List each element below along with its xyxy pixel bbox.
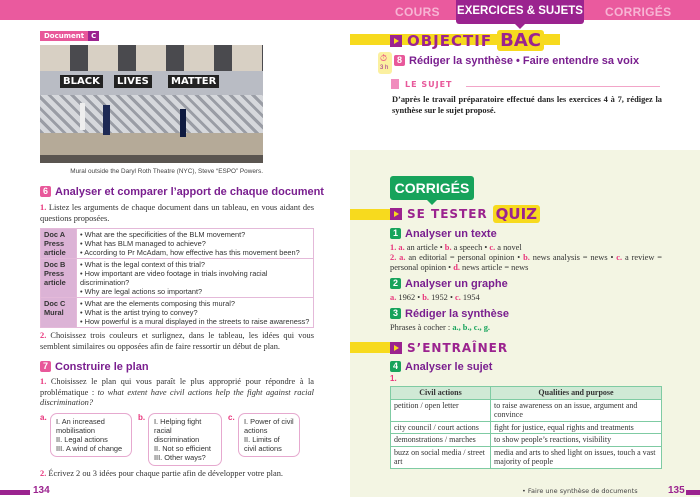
document-icon xyxy=(391,79,399,89)
corrige-1-heading xyxy=(390,228,662,241)
exercise-title: Construire le plan xyxy=(55,361,149,373)
question-item: • What is the artist trying to convey? xyxy=(80,308,198,317)
quiz-bar xyxy=(350,209,390,220)
footer-chapter: • Faire une synthèse de documents xyxy=(522,487,638,495)
question-item: • How powerful is a mural displayed in the streets to raise awareness? xyxy=(80,317,310,326)
mural-photo xyxy=(40,45,263,163)
exercise-6-question-2 xyxy=(40,331,314,352)
plan-part: II. Limits of civil actions xyxy=(244,434,282,453)
s-entrainer-title xyxy=(390,341,662,355)
column-header: Civil actions xyxy=(391,387,491,400)
table-row xyxy=(391,421,662,434)
question-text: Choisissez trois couleurs et surlignez, dans le tableau, les idées qui vous semblent similaires ou opposées afin de faire ressortir un début de plan. xyxy=(40,331,314,351)
corrige-3-answers xyxy=(390,323,662,333)
quiz-label: QUIZ xyxy=(493,205,540,223)
answer-letters: a., b., c., g. xyxy=(452,323,491,332)
civil-actions-table xyxy=(390,386,662,469)
question-text: Écrivez 2 ou 3 idées pour chaque partie afin de développer votre plan. xyxy=(48,468,284,478)
exercise-8-heading xyxy=(394,55,639,68)
table-row xyxy=(391,446,662,468)
objectif-bac-title xyxy=(390,30,544,51)
questions-table xyxy=(40,228,314,328)
le-sujet-label: LE SUJET xyxy=(405,80,453,89)
question-number: 2. xyxy=(40,468,47,478)
question-number: 1. xyxy=(390,374,397,383)
plan-option-letter: a. xyxy=(40,412,47,422)
entrainer-bar xyxy=(350,342,390,353)
problematique: to what extent have civil actions help the fight against racial discrimination? xyxy=(40,387,315,407)
exercise-6-heading xyxy=(40,186,324,199)
corrige-2-answers: a. 1962 • b. 1952 • c. 1954 xyxy=(390,293,480,302)
question-item: • What are the specificities of the BLM movement? xyxy=(80,230,246,239)
plan-option-wrapper xyxy=(40,413,132,457)
plan-options xyxy=(40,413,314,466)
plan-option-wrapper xyxy=(228,413,300,457)
corrige-2-heading xyxy=(390,278,662,291)
plan-option-c[interactable] xyxy=(238,413,300,457)
table-row xyxy=(391,434,662,447)
timer-icon: ⏱ xyxy=(380,53,388,63)
table-row xyxy=(41,298,314,328)
mural-word: BLACK xyxy=(60,75,103,88)
exercise-title: Analyser un texte xyxy=(405,228,497,240)
questions-cell xyxy=(77,298,314,328)
page-marker xyxy=(0,490,30,495)
plan-part: I. Helping fight racial discrimination xyxy=(154,416,202,444)
exercise-number: 3 xyxy=(390,308,401,319)
tab-corriges[interactable]: CORRIGÉS xyxy=(605,5,672,19)
plan-part: II. Legal actions xyxy=(56,434,108,444)
plan-option-wrapper xyxy=(138,413,222,466)
question-item: • How important are video footage in trials involving racial discrimination? xyxy=(80,269,268,287)
tab-exercices-sujets[interactable]: EXERCICES & SUJETS xyxy=(456,0,584,24)
exercise-7-question-2 xyxy=(40,469,314,480)
exercise-number: 1 xyxy=(390,228,401,239)
doc-label: Doc A Press article xyxy=(41,229,77,259)
question-item: • What is the legal context of this trial? xyxy=(80,260,206,269)
page-marker xyxy=(686,490,700,495)
purpose-cell: media and arts to shed light on issues, touch a vast majority of people xyxy=(491,446,662,468)
action-cell: petition / open letter xyxy=(391,399,491,421)
corrige-3-heading xyxy=(390,308,662,321)
top-banner xyxy=(0,0,700,20)
question-item: • According to Pr McAdam, how effective has this movement been? xyxy=(80,248,300,257)
se-tester-label: SE TESTER xyxy=(407,207,488,221)
exercise-title: Analyser et comparer l’apport de chaque document xyxy=(55,186,324,198)
question-item: • What has BLM managed to achieve? xyxy=(80,239,206,248)
tab-cours[interactable]: COURS xyxy=(395,5,440,19)
sujet-text: D’après le travail préparatoire effectué dans les exercices 4 à 7, rédigez la synthèse sur le sujet proposé. xyxy=(392,95,662,115)
exercise-number: 8 xyxy=(394,55,405,66)
plan-option-letter: b. xyxy=(138,412,146,422)
document-label xyxy=(40,31,99,41)
exercise-6-question-1 xyxy=(40,203,314,224)
questions-cell xyxy=(77,229,314,259)
document-label-text: Document xyxy=(40,31,88,41)
play-icon xyxy=(390,342,402,354)
duration-badge xyxy=(378,52,392,74)
plan-part: I. An increased mobilisation xyxy=(56,416,105,435)
exercise-title: Analyser un graphe xyxy=(405,278,508,290)
purpose-cell: to raise awareness on an issue, argument and convince xyxy=(491,399,662,421)
plan-part: III. Other ways? xyxy=(154,452,206,462)
doc-label: Doc C Mural xyxy=(41,298,77,328)
action-cell: demonstrations / marches xyxy=(391,434,491,447)
photo-caption: Mural outside the Daryl Roth Theatre (NYC), Steve “ESPO” Powers. xyxy=(70,168,263,175)
answer-prefix: Phrases à cocher : xyxy=(390,323,453,332)
question-number: 1. xyxy=(40,377,47,386)
se-tester-quiz-title xyxy=(390,205,540,223)
table-row xyxy=(41,229,314,259)
action-cell: city council / court actions xyxy=(391,421,491,434)
questions-cell xyxy=(77,259,314,298)
document-letter: C xyxy=(88,31,99,41)
bac-label: BAC xyxy=(497,30,544,51)
plan-part: I. Power of civil actions xyxy=(244,416,294,435)
mural-word: MATTER xyxy=(168,75,219,88)
play-icon xyxy=(390,208,402,220)
corrige-4-heading xyxy=(390,361,662,374)
exercise-title: Rédiger la synthèse • Faire entendre sa voix xyxy=(409,55,640,67)
page-number-right: 135 xyxy=(668,485,685,496)
corriges-label: CORRIGÉS xyxy=(390,176,474,200)
question-item: • Why are legal actions so important? xyxy=(80,287,203,296)
doc-label: Doc B Press article xyxy=(41,259,77,298)
table-row xyxy=(391,399,662,421)
mural-word: LIVES xyxy=(114,75,152,88)
question-number: 2. xyxy=(40,331,47,340)
question-text: Choisissez le plan qui vous paraît le plus approprié pour répondre à la problématique : xyxy=(40,377,314,397)
exercise-7-heading xyxy=(40,361,314,374)
exercise-number: 6 xyxy=(40,186,51,197)
exercise-title: Analyser le sujet xyxy=(405,361,493,373)
duration-text: 3 h xyxy=(380,65,389,71)
exercise-7-question-1 xyxy=(40,377,314,409)
question-text: Listez les arguments de chaque document dans un tableau, en vous aidant des questions proposées. xyxy=(40,203,315,223)
corriges-content xyxy=(390,228,662,469)
plan-part: III. A wind of change xyxy=(56,443,123,453)
plan-option-b[interactable] xyxy=(148,413,222,466)
exercise-number: 2 xyxy=(390,278,401,289)
purpose-cell: fight for justice, equal rights and treatments xyxy=(491,421,662,434)
column-header: Qualities and purpose xyxy=(491,387,662,400)
corrige-1-answers: 1. a. an article • b. a speech • c. a novel 2. a. an editorial = personal opinion • b. news analysis = news • c. a review = personal opinion • d. news article = news xyxy=(390,243,663,272)
objectif-label: OBJECTIF xyxy=(407,31,493,50)
s-entrainer-label: S’ENTRAÎNER xyxy=(407,341,509,355)
left-page-exercises xyxy=(40,186,324,479)
sujet-divider xyxy=(466,86,660,87)
exercise-title: Rédiger la synthèse xyxy=(405,308,509,320)
action-cell: buzz on social media / street art xyxy=(391,446,491,468)
plan-option-a[interactable] xyxy=(50,413,132,457)
plan-option-letter: c. xyxy=(228,412,235,422)
question-number: 1. xyxy=(40,203,47,212)
page-number-left: 134 xyxy=(33,485,50,496)
table-row xyxy=(41,259,314,298)
play-icon xyxy=(390,35,402,47)
purpose-cell: to show people’s reactions, visibility xyxy=(491,434,662,447)
plan-part: II. Not so efficient xyxy=(154,443,211,453)
exercise-number: 4 xyxy=(390,361,401,372)
question-item: • What are the elements composing this mural? xyxy=(80,299,235,308)
exercise-number: 7 xyxy=(40,361,51,372)
